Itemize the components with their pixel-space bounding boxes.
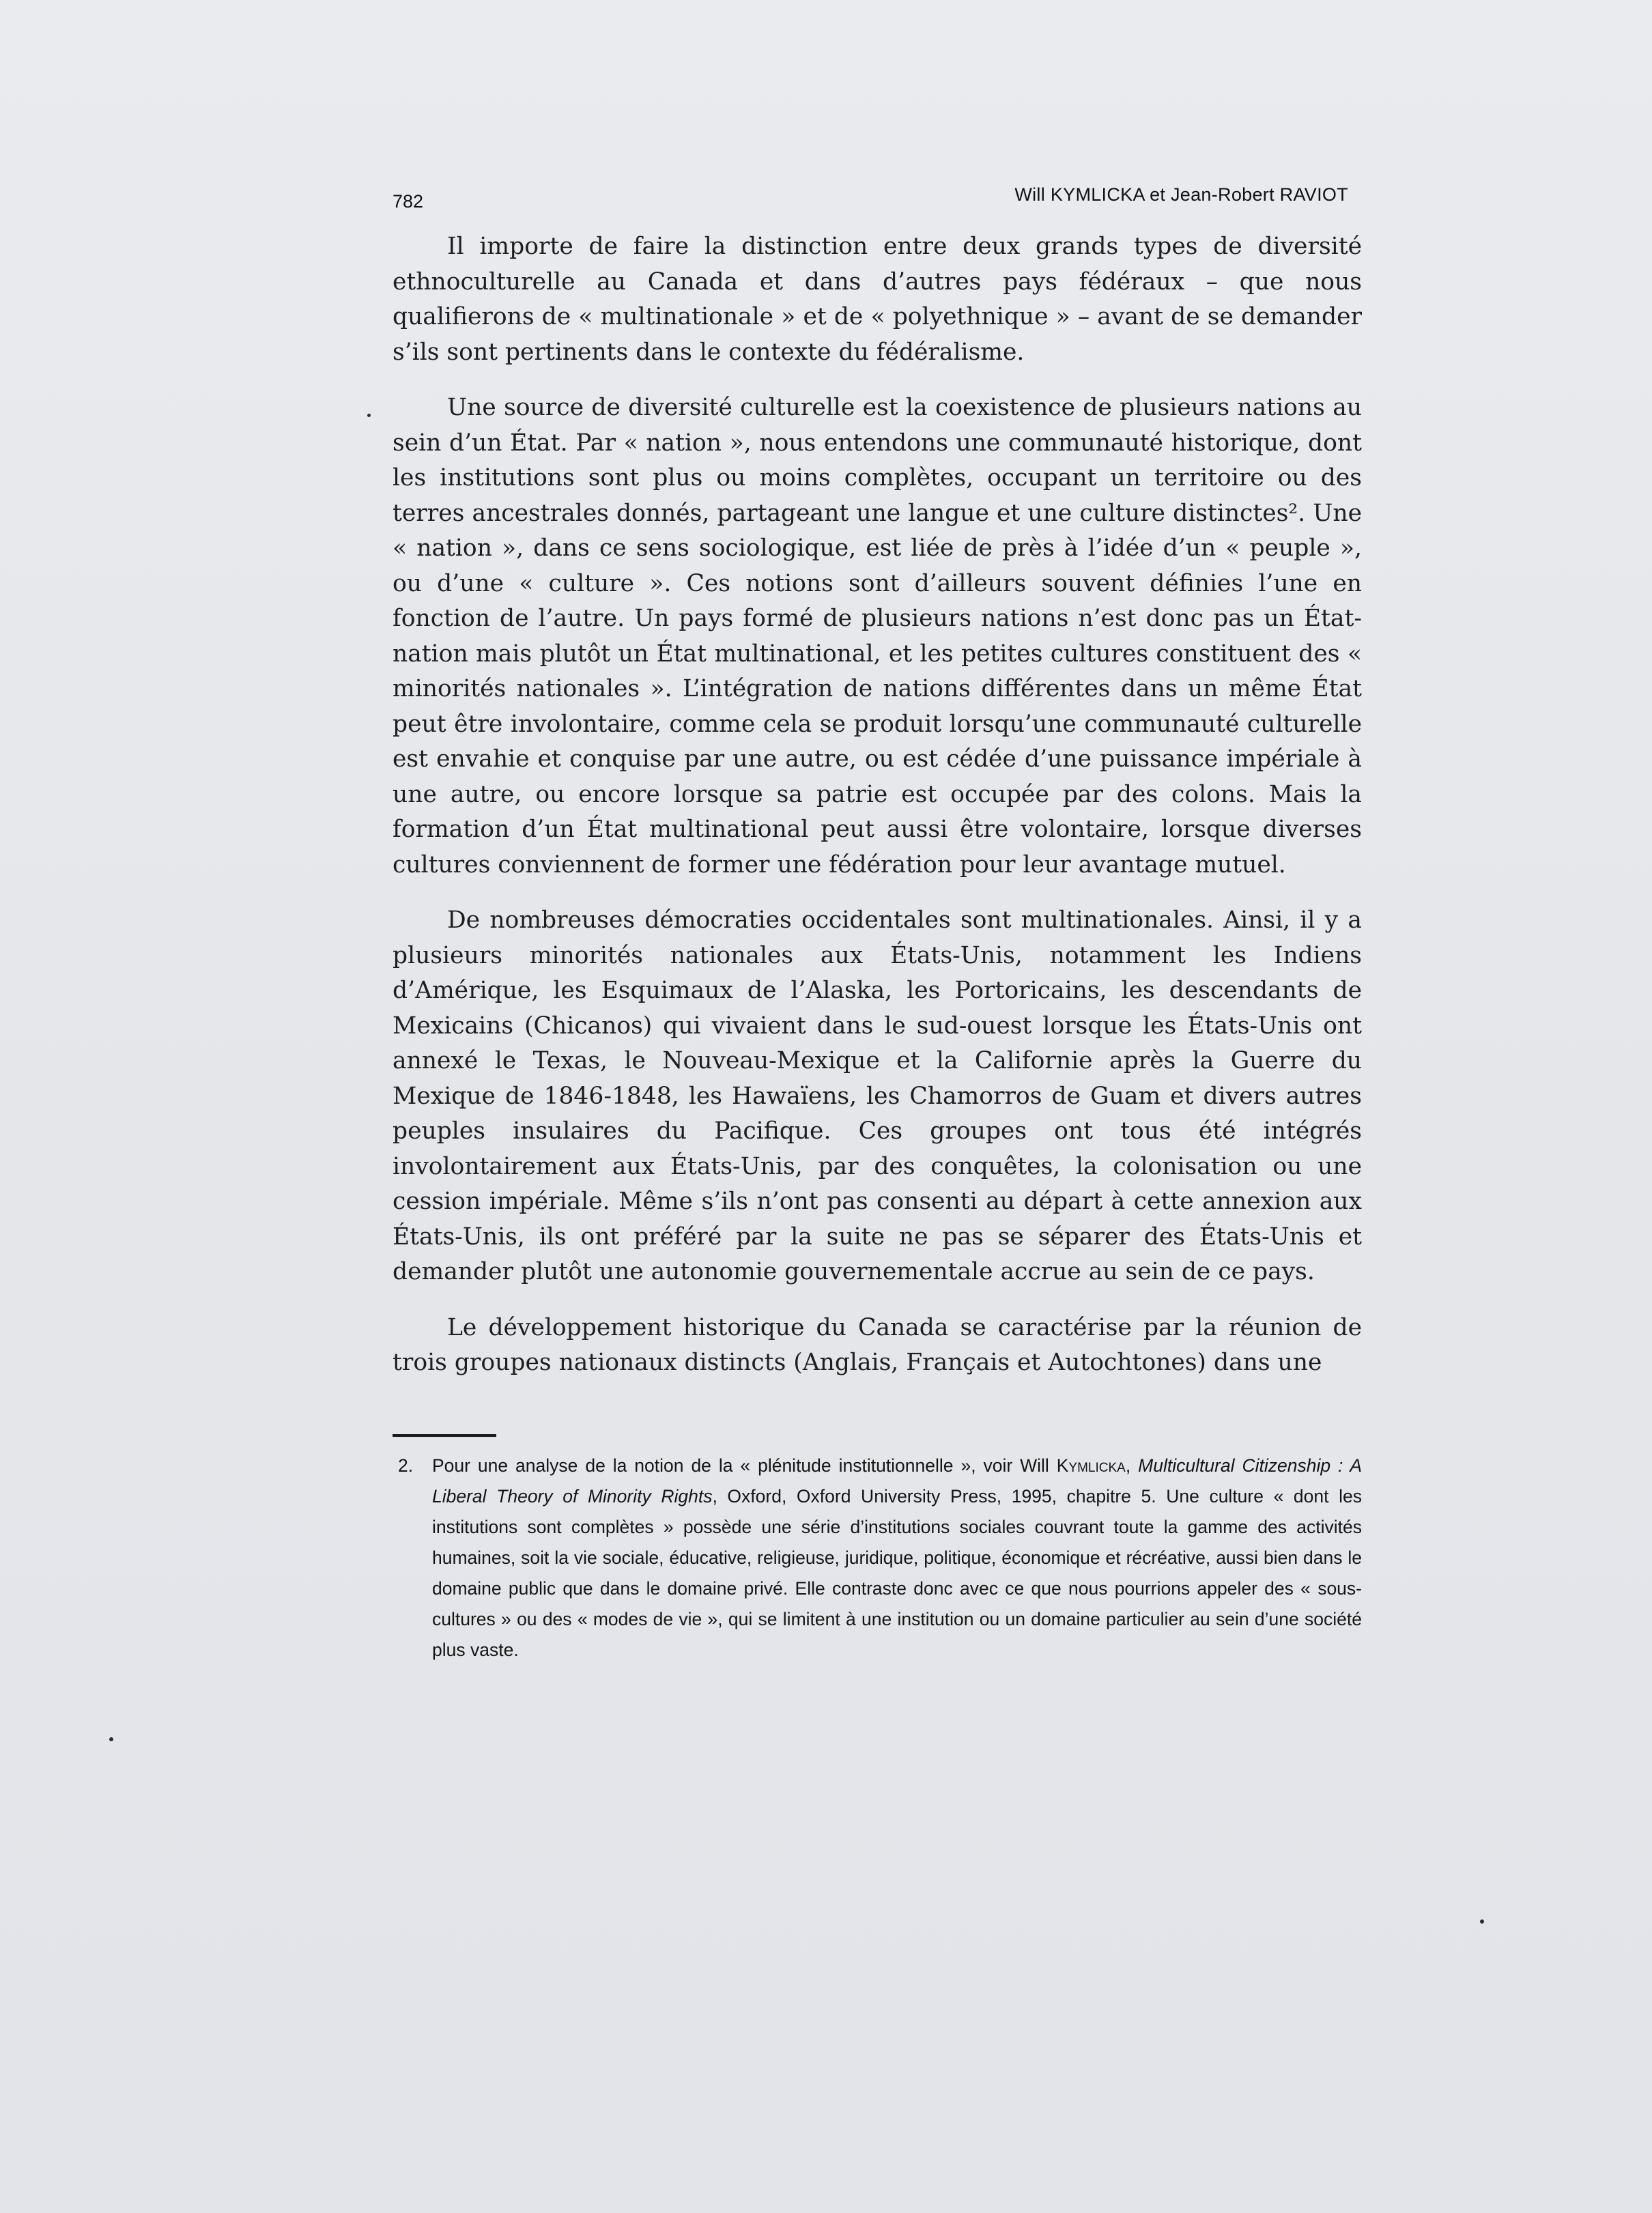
paragraph-1: Il importe de faire la distinction entre deux grands types de diversité ethnoculturelle au Canada et dans d’autres pays fédéraux – que nous qualifierons de « multinationale » et de « polyethnique » – avant de se demander s’ils sont pertinents dans le contexte du fédéralisme. (393, 233, 1362, 366)
page-content (393, 184, 1362, 1666)
footnote-text-start: Pour une analyse de la notion de la « plénitude institutionnelle », voir Will (432, 1455, 1057, 1476)
running-head-authors: Will KYMLICKA et Jean-Robert RAVIOT (1014, 184, 1348, 205)
running-head (393, 184, 1362, 225)
footnote-author: Kymlicka (1056, 1455, 1126, 1476)
footnote-separator (393, 1434, 496, 1437)
speck-mark (109, 1737, 113, 1741)
page-number: 782 (393, 191, 424, 212)
paragraph-4: Le développement historique du Canada se caractérise par la réunion de trois groupes nationaux distincts (Anglais, Français et Autochtones) dans une (393, 1313, 1362, 1376)
footnote-separator-text: , (1125, 1455, 1139, 1476)
speck-mark (367, 414, 371, 417)
footnote-number: 2. (398, 1455, 414, 1476)
footnote-text-end: , Oxford, Oxford University Press, 1995, chapitre 5. Une culture « dont les institutions sont complètes » possède une série d’institutions sociales couvrant toute la gamme des activités humaines, soit la vie sociale, éducative, religieuse, juridique, politique, économique et récréative, aussi bien dans le domaine public que dans le domaine privé. Elle contraste donc avec ce que nous pourrions appeler des « sous-cultures » ou des « modes de vie », qui se limitent à une institution ou un domaine particulier au sein d’une société plus vaste. (432, 1485, 1362, 1660)
footnote-book-title: Multicultural Citizenship : A Liberal Theory of Minority Rights (432, 1455, 1363, 1507)
paragraph-3: De nombreuses démocraties occidentales sont multinationales. Ainsi, il y a plusieurs minorités nationales aux États-Unis, notamment les Indiens d’Amérique, les Esquimaux de l’Alaska, les Portoricains, les descendants de Mexicains (Chicanos) qui vivaient dans le sud-ouest lorsque les États-Unis ont annexé le Texas, le Nouveau-Mexique et la Californie après la Guerre du Mexique de 1846-1848, les Hawaïens, les Chamorros de Guam et divers autres peuples insulaires du Pacifique. Ces groupes ont tous été intégrés involontairement aux États-Unis, par des conquêtes, la colonisation ou une cession impériale. Même s’ils n’ont pas consenti au départ à cette annexion aux États-Unis, ils ont préféré par la suite ne pas se séparer des États-Unis et demander plutôt une autonomie gouvernementale accrue au sein de ce pays. (393, 906, 1362, 1285)
paragraph-2: Une source de diversité culturelle est la coexistence de plusieurs nations au sein d’un État. Par « nation », nous entendons une communauté historique, dont les institutions sont plus ou moins complètes, occupant un territoire ou des terres ancestrales donnés, partageant une langue et une culture distinctes². Une « nation », dans ce sens sociologique, est liée de près à l’idée d’un « peuple », ou d’une « culture ». Ces notions sont d’ailleurs souvent définies l’une en fonction de l’autre. Un pays formé de plusieurs nations n’est donc pas un État-nation mais plutôt un État multinational, et les petites cultures constituent des « minorités nationales ». L’intégration de nations différentes dans un même État peut être involontaire, comme cela se produit lorsqu’une communauté culturelle est envahie et conquise par une autre, ou est cédée d’une puissance impériale à une autre, ou encore lorsque sa patrie est occupée par des colons. Mais la formation d’un État multinational peut aussi être volontaire, lorsque diverses cultures conviennent de former une fédération pour leur avantage mutuel. (393, 394, 1362, 879)
speck-mark (1480, 1919, 1484, 1924)
body-text (393, 229, 1362, 1381)
footnote (393, 1451, 1362, 1666)
